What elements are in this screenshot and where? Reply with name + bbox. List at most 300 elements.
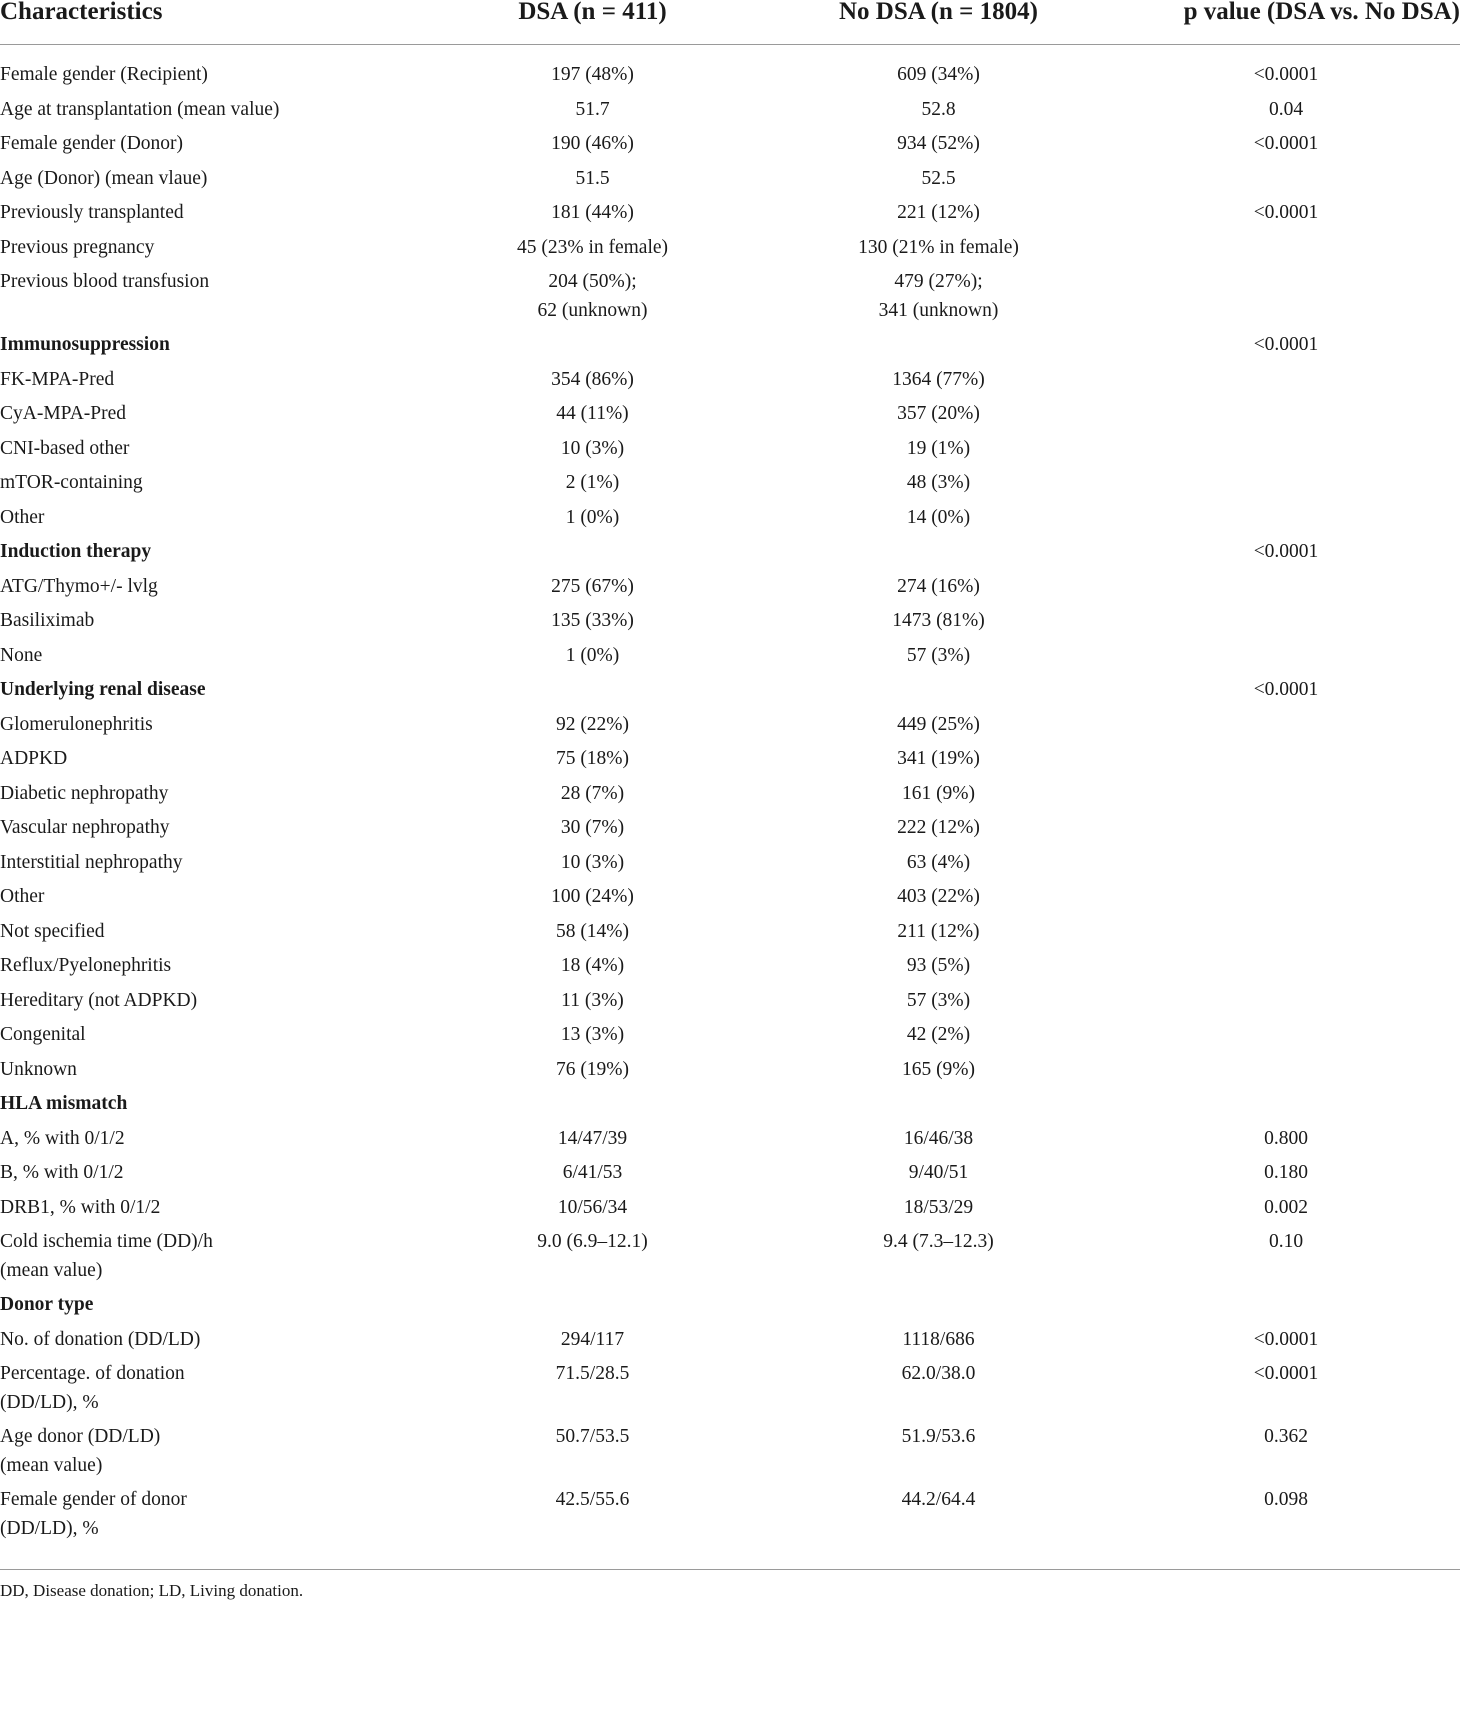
cell-dsa-line: 204 (50%);: [548, 271, 637, 292]
cell-dsa-line: 197 (48%): [551, 64, 634, 85]
cell-p-value: [1112, 777, 1460, 812]
cell-dsa: [420, 880, 765, 915]
header-characteristics: Characteristics: [0, 0, 420, 45]
row-label: [0, 639, 420, 674]
cell-dsa-line: 1 (0%): [565, 644, 620, 666]
cell-dsa: [420, 673, 765, 708]
row-label-line: Interstitial nephropathy: [0, 851, 183, 873]
row-label-line: ADPKD: [0, 748, 68, 769]
cell-no-dsa: [765, 1018, 1112, 1053]
cell-no-dsa: [765, 846, 1112, 881]
row-label: [0, 673, 420, 708]
cell-no-dsa: [765, 127, 1112, 162]
cell-no-dsa-line: 934 (52%): [897, 133, 980, 154]
cell-dsa: [420, 777, 765, 812]
cell-p-value: [1112, 1087, 1460, 1122]
cell-dsa: [420, 432, 765, 467]
cell-p-value: [1112, 742, 1460, 777]
cell-dsa: [420, 811, 765, 846]
table-row: [0, 432, 1460, 467]
row-label-line: Other: [0, 506, 45, 528]
row-label-line: Induction therapy: [0, 541, 152, 562]
cell-p-value: [1112, 984, 1460, 1019]
cell-dsa-line: 76 (19%): [555, 1058, 630, 1080]
cell-no-dsa-line: 222 (12%): [897, 817, 980, 838]
cell-no-dsa-line: 161 (9%): [901, 782, 976, 804]
cell-no-dsa: [765, 880, 1112, 915]
table-row: [0, 231, 1460, 266]
cell-no-dsa-line: 16/46/38: [903, 1127, 974, 1149]
cell-no-dsa: [765, 777, 1112, 812]
cell-dsa-line: 28 (7%): [560, 782, 625, 804]
row-label-line: Immunosuppression: [0, 334, 170, 355]
cell-p-value: <0.0001: [1253, 202, 1319, 223]
cell-no-dsa-line: 130 (21% in female): [858, 236, 1019, 258]
row-label: [0, 1087, 420, 1122]
cell-dsa: [420, 45, 765, 93]
row-label-line: Underlying renal disease: [0, 679, 206, 700]
cell-p-value: [1112, 1018, 1460, 1053]
table-row: [0, 708, 1460, 743]
cell-no-dsa: [765, 363, 1112, 398]
cell-no-dsa-line: 44.2/64.4: [901, 1489, 976, 1510]
cell-dsa: [420, 196, 765, 231]
table-row: [0, 1483, 1460, 1561]
cell-p-value: <0.0001: [1253, 334, 1319, 355]
header-row: [0, 0, 1460, 45]
row-label: [0, 604, 420, 639]
cell-no-dsa-line: 52.8: [921, 98, 956, 120]
table-row: [0, 196, 1460, 231]
row-label-line: Percentage. of donation: [0, 1363, 185, 1384]
cell-dsa: [420, 639, 765, 674]
cell-no-dsa: [765, 231, 1112, 266]
row-label-line: Other: [0, 886, 45, 907]
cell-no-dsa-line: 221 (12%): [897, 202, 980, 223]
cell-p-value: 0.800: [1264, 1127, 1308, 1149]
cell-no-dsa-line: 19 (1%): [906, 437, 971, 459]
cell-dsa-line: 13 (3%): [560, 1024, 625, 1045]
row-label: [0, 1323, 420, 1358]
cell-dsa-line: 11 (3%): [561, 989, 624, 1011]
table-row: [0, 127, 1460, 162]
table-row: [0, 397, 1460, 432]
cell-dsa-line: 71.5/28.5: [555, 1363, 630, 1384]
cell-p-value: [1112, 501, 1460, 536]
cell-no-dsa-line: 63 (4%): [906, 851, 971, 873]
row-label: [0, 1483, 420, 1561]
row-label-line: FK-MPA-Pred: [0, 368, 115, 390]
table-row: [0, 915, 1460, 950]
cell-dsa-line: 294/117: [560, 1328, 625, 1350]
row-label: [0, 846, 420, 881]
row-label: [0, 742, 420, 777]
cell-dsa-line: 50.7/53.5: [555, 1426, 630, 1447]
cell-p-value: [1112, 708, 1460, 743]
row-label: [0, 915, 420, 950]
cell-p-value: <0.0001: [1253, 1328, 1319, 1350]
table-row: [0, 162, 1460, 197]
cell-p-value: [1112, 162, 1460, 197]
row-label: [0, 93, 420, 128]
table-row: [0, 1225, 1460, 1288]
row-label: [0, 466, 420, 501]
row-label-line: HLA mismatch: [0, 1093, 128, 1114]
cell-dsa: [420, 984, 765, 1019]
cell-p-value: [1112, 570, 1460, 605]
cell-dsa: [420, 466, 765, 501]
row-label: [0, 501, 420, 536]
table-row: [0, 570, 1460, 605]
cell-dsa: [420, 949, 765, 984]
cell-dsa-line: 354 (86%): [551, 368, 634, 390]
row-label-line: Not specified: [0, 920, 105, 942]
cell-no-dsa: [765, 915, 1112, 950]
header-p-value: p value (DSA vs. No DSA): [1112, 0, 1460, 45]
table-footnote: DD, Disease donation; LD, Living donation.: [0, 1581, 304, 1600]
cell-no-dsa-line: 42 (2%): [906, 1024, 971, 1045]
cell-no-dsa: [765, 570, 1112, 605]
cell-no-dsa-line: 62.0/38.0: [901, 1363, 976, 1384]
row-label-line: No. of donation (DD/LD): [0, 1328, 201, 1350]
row-label: [0, 1357, 420, 1420]
cell-no-dsa: [765, 604, 1112, 639]
row-label: [0, 45, 420, 93]
row-label: [0, 162, 420, 197]
row-label: [0, 777, 420, 812]
cell-p-value: [1112, 363, 1460, 398]
cell-p-value: [1112, 265, 1460, 328]
cell-no-dsa: [765, 1156, 1112, 1191]
cell-p-value: <0.0001: [1253, 679, 1319, 700]
table-row: [0, 1053, 1460, 1088]
cell-dsa: [420, 1156, 765, 1191]
cell-dsa: [420, 1323, 765, 1358]
row-label: [0, 328, 420, 363]
cell-no-dsa-line: 479 (27%);: [894, 271, 983, 292]
cell-dsa: [420, 501, 765, 536]
cell-p-value: 0.10: [1268, 1231, 1304, 1252]
cell-no-dsa-line: 93 (5%): [906, 955, 971, 976]
cell-no-dsa: [765, 1122, 1112, 1157]
row-label-line: None: [0, 644, 43, 666]
row-label: [0, 984, 420, 1019]
cell-no-dsa: [765, 673, 1112, 708]
cell-dsa-line: 18 (4%): [560, 955, 625, 976]
cell-p-value: 0.180: [1264, 1162, 1308, 1183]
row-label: [0, 1018, 420, 1053]
cell-no-dsa-line: 609 (34%): [897, 64, 980, 85]
row-label: [0, 1156, 420, 1191]
cell-no-dsa: [765, 1357, 1112, 1420]
cell-no-dsa-line: 403 (22%): [897, 886, 980, 907]
table-row: [0, 1122, 1460, 1157]
cell-dsa-line: 275 (67%): [551, 575, 634, 597]
cell-no-dsa: [765, 535, 1112, 570]
row-label: [0, 1191, 420, 1226]
cell-dsa: [420, 127, 765, 162]
cell-p-value: <0.0001: [1253, 133, 1319, 154]
row-label-line: (DD/LD), %: [0, 1517, 99, 1539]
row-label: [0, 708, 420, 743]
row-label: [0, 1288, 420, 1323]
cell-no-dsa-line: 357 (20%): [897, 403, 980, 424]
cell-no-dsa: [765, 328, 1112, 363]
cell-dsa: [420, 93, 765, 128]
table-row: [0, 1191, 1460, 1226]
cell-dsa: [420, 742, 765, 777]
cell-no-dsa-line: 9/40/51: [908, 1162, 969, 1183]
cell-dsa-line: 2 (1%): [565, 472, 620, 493]
cell-dsa-line: 14/47/39: [557, 1127, 628, 1149]
cell-no-dsa-line: 57 (3%): [906, 989, 971, 1011]
cell-no-dsa-line: 165 (9%): [901, 1058, 976, 1080]
cell-p-value: <0.0001: [1253, 64, 1319, 85]
row-label-line: (DD/LD), %: [0, 1391, 99, 1413]
cell-no-dsa-line: 274 (16%): [897, 575, 980, 597]
cell-dsa-line: 6/41/53: [562, 1162, 623, 1183]
row-label: [0, 127, 420, 162]
cell-no-dsa-line: 18/53/29: [903, 1196, 974, 1218]
cell-p-value: [1112, 1288, 1460, 1323]
cell-p-value: [1112, 846, 1460, 881]
cell-dsa: [420, 1122, 765, 1157]
row-label: [0, 535, 420, 570]
cell-p-value: 0.002: [1264, 1196, 1308, 1218]
table-row: [0, 1420, 1460, 1483]
cell-no-dsa: [765, 45, 1112, 93]
table-row: [0, 1156, 1460, 1191]
row-label: [0, 363, 420, 398]
row-label: [0, 811, 420, 846]
cell-dsa: [420, 604, 765, 639]
cell-no-dsa: [765, 742, 1112, 777]
row-label-line: Previous blood transfusion: [0, 271, 210, 292]
table-header: [0, 0, 1460, 45]
row-label-line: Female gender of donor: [0, 1489, 187, 1510]
table-row: [0, 949, 1460, 984]
cell-dsa-line: 58 (14%): [555, 920, 630, 942]
row-label-line: (mean value): [0, 1454, 103, 1476]
cell-p-value: [1112, 432, 1460, 467]
cell-no-dsa: [765, 949, 1112, 984]
row-label: [0, 1122, 420, 1157]
cell-dsa: [420, 846, 765, 881]
cell-dsa: [420, 535, 765, 570]
cell-p-value: <0.0001: [1253, 541, 1319, 562]
row-label-line: DRB1, % with 0/1/2: [0, 1196, 161, 1218]
table-row: [0, 811, 1460, 846]
row-label-line: Female gender (Recipient): [0, 64, 208, 85]
section-header-row: [0, 1288, 1460, 1323]
row-label: [0, 1420, 420, 1483]
table-row: [0, 777, 1460, 812]
cell-no-dsa: [765, 1323, 1112, 1358]
cell-no-dsa-line: 52.5: [921, 167, 956, 189]
row-label-line: CNI-based other: [0, 437, 130, 459]
row-label-line: mTOR-containing: [0, 472, 143, 493]
cell-dsa: [420, 231, 765, 266]
table-row: [0, 45, 1460, 93]
row-label-line: Age (Donor) (mean vlaue): [0, 167, 208, 189]
cell-dsa-line: 181 (44%): [551, 202, 634, 223]
cell-dsa: [420, 1018, 765, 1053]
cell-p-value: [1112, 811, 1460, 846]
row-label: [0, 880, 420, 915]
cell-p-value: [1112, 915, 1460, 950]
cell-dsa: [420, 915, 765, 950]
section-header-row: [0, 1087, 1460, 1122]
cell-dsa: [420, 265, 765, 328]
cell-p-value: [1112, 466, 1460, 501]
row-label: [0, 196, 420, 231]
cell-no-dsa: [765, 93, 1112, 128]
header-dsa: DSA (n = 411): [420, 0, 765, 45]
cell-dsa-line: 62 (unknown): [537, 299, 648, 321]
cell-dsa: [420, 328, 765, 363]
row-label-line: ATG/Thymo+/- lvlg: [0, 575, 158, 597]
table-row: [0, 93, 1460, 128]
cell-p-value: [1112, 604, 1460, 639]
cell-no-dsa-line: 1473 (81%): [892, 610, 985, 631]
row-label-line: CyA-MPA-Pred: [0, 403, 127, 424]
cell-p-value: <0.0001: [1253, 1363, 1319, 1384]
cell-p-value: [1112, 397, 1460, 432]
cell-no-dsa: [765, 501, 1112, 536]
cell-no-dsa: [765, 984, 1112, 1019]
cell-no-dsa: [765, 1053, 1112, 1088]
cell-no-dsa-line: 211 (12%): [897, 920, 980, 942]
cell-dsa-line: 51.7: [575, 98, 610, 120]
row-label-line: Vascular nephropathy: [0, 817, 170, 838]
cell-dsa-line: 100 (24%): [551, 886, 634, 907]
cell-no-dsa: [765, 1191, 1112, 1226]
table-row: [0, 363, 1460, 398]
row-label: [0, 231, 420, 266]
cell-dsa-line: 10/56/34: [557, 1196, 628, 1218]
cell-no-dsa-line: 51.9/53.6: [901, 1426, 976, 1447]
cell-dsa-line: 51.5: [575, 167, 610, 189]
cell-no-dsa: [765, 811, 1112, 846]
table-row: [0, 1323, 1460, 1358]
section-header-row: [0, 328, 1460, 363]
cell-no-dsa-line: 14 (0%): [906, 506, 971, 528]
table-row: [0, 1018, 1460, 1053]
row-label-line: (mean value): [0, 1259, 103, 1281]
cell-dsa-line: 9.0 (6.9–12.1): [537, 1231, 648, 1252]
cell-dsa-line: 75 (18%): [555, 748, 630, 769]
cell-dsa-line: 30 (7%): [560, 817, 625, 838]
section-header-row: [0, 535, 1460, 570]
cell-dsa: [420, 363, 765, 398]
cell-no-dsa: [765, 1087, 1112, 1122]
row-label: [0, 1053, 420, 1088]
row-label-line: Age donor (DD/LD): [0, 1426, 161, 1447]
cell-no-dsa: [765, 162, 1112, 197]
header-no-dsa: No DSA (n = 1804): [765, 0, 1112, 45]
cell-p-value: 0.362: [1264, 1426, 1308, 1447]
row-label-line: Diabetic nephropathy: [0, 782, 169, 804]
cell-no-dsa: [765, 1483, 1112, 1561]
cell-dsa-line: 190 (46%): [551, 133, 634, 154]
cell-dsa: [420, 1288, 765, 1323]
table-row: [0, 501, 1460, 536]
cell-p-value: 0.098: [1264, 1489, 1308, 1510]
row-label-line: Hereditary (not ADPKD): [0, 989, 198, 1011]
row-label-line: Basiliximab: [0, 610, 95, 631]
table-row: [0, 1357, 1460, 1420]
cell-no-dsa: [765, 265, 1112, 328]
cell-dsa: [420, 162, 765, 197]
table-body: [0, 45, 1460, 1562]
cell-dsa: [420, 1053, 765, 1088]
cell-no-dsa-line: 341 (unknown): [878, 299, 999, 321]
table-row: [0, 466, 1460, 501]
row-label: [0, 432, 420, 467]
row-label: [0, 265, 420, 328]
row-label-line: Age at transplantation (mean value): [0, 98, 280, 120]
row-label: [0, 570, 420, 605]
cell-dsa: [420, 1483, 765, 1561]
cell-no-dsa-line: 449 (25%): [897, 713, 980, 735]
row-label: [0, 397, 420, 432]
cell-dsa-line: 44 (11%): [556, 403, 629, 424]
cell-p-value: [1112, 1053, 1460, 1088]
cell-no-dsa: [765, 1288, 1112, 1323]
row-label-line: Donor type: [0, 1294, 94, 1315]
cell-no-dsa-line: 57 (3%): [906, 644, 971, 666]
table-row: [0, 984, 1460, 1019]
cell-no-dsa: [765, 708, 1112, 743]
row-label-line: Female gender (Donor): [0, 133, 184, 154]
cell-no-dsa: [765, 466, 1112, 501]
table-row: [0, 742, 1460, 777]
cell-no-dsa-line: 48 (3%): [906, 472, 971, 493]
cell-dsa: [420, 1225, 765, 1288]
section-header-row: [0, 673, 1460, 708]
cell-no-dsa: [765, 196, 1112, 231]
table-row: [0, 265, 1460, 328]
row-label-line: Previously transplanted: [0, 202, 184, 223]
table-row: [0, 846, 1460, 881]
row-label-line: Glomerulonephritis: [0, 713, 153, 735]
cell-dsa-line: 1 (0%): [565, 506, 620, 528]
cell-p-value: [1112, 949, 1460, 984]
cell-p-value: 0.04: [1268, 98, 1304, 120]
row-label-line: Previous pregnancy: [0, 236, 155, 258]
cell-dsa-line: 92 (22%): [555, 713, 630, 735]
cell-dsa: [420, 1357, 765, 1420]
cell-dsa-line: 42.5/55.6: [555, 1489, 630, 1510]
cell-dsa: [420, 570, 765, 605]
cell-dsa: [420, 1191, 765, 1226]
cell-p-value: [1112, 880, 1460, 915]
cell-no-dsa-line: 341 (19%): [897, 748, 980, 769]
cell-dsa: [420, 708, 765, 743]
row-label: [0, 1225, 420, 1288]
row-label-line: B, % with 0/1/2: [0, 1162, 124, 1183]
cell-no-dsa: [765, 1225, 1112, 1288]
row-label-line: Congenital: [0, 1024, 86, 1045]
row-label-line: Unknown: [0, 1058, 77, 1080]
row-label-line: A, % with 0/1/2: [0, 1127, 125, 1149]
cell-no-dsa-line: 1118/686: [902, 1328, 975, 1350]
table-row: [0, 639, 1460, 674]
cell-dsa-line: 45 (23% in female): [516, 236, 669, 258]
cell-no-dsa: [765, 397, 1112, 432]
cell-p-value: [1112, 231, 1460, 266]
cell-dsa-line: 10 (3%): [560, 851, 625, 873]
